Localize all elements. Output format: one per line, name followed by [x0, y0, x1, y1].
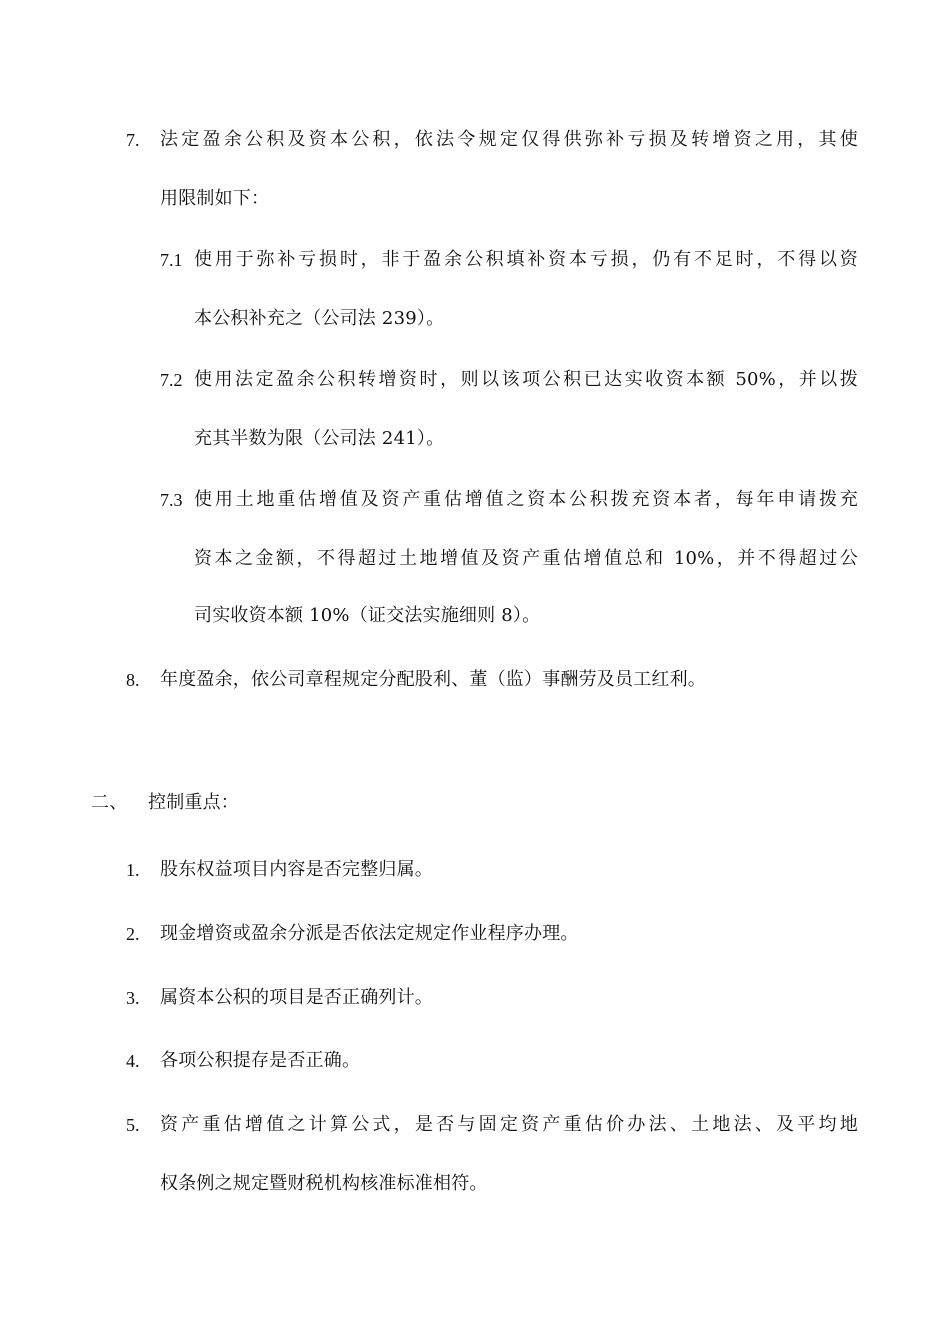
- subitem-number: 7.3: [160, 490, 183, 510]
- subitem-number: 7.1: [160, 250, 183, 270]
- item-text-line: 各项公积提存是否正确。: [160, 1050, 361, 1071]
- item-text-line: 资产重估增值之计算公式，是否与固定资产重估价办法、土地法、及平均地: [160, 1114, 858, 1135]
- subitem-text-line: 使用于弥补亏损时，非于盈余公积填补资本亏损，仍有不足时，不得以资: [194, 249, 858, 270]
- item-text-line: 属资本公积的项目是否正确列计。: [160, 987, 433, 1008]
- item-text-line: 法定盈余公积及资本公积，依法令规定仅得供弥补亏损及转增资之用，其使: [160, 129, 858, 150]
- item-number: 8.: [126, 670, 140, 690]
- subitem-text-line: 使用法定盈余公积转增资时，则以该项公积已达实收资本额 50%，并以拨: [194, 369, 858, 390]
- section-title: 控制重点：: [148, 792, 239, 813]
- subitem-text-line: 充其半数为限（公司法 241）。: [194, 428, 445, 449]
- item-number: 5.: [126, 1115, 140, 1135]
- item-number: 1.: [126, 860, 140, 880]
- subitem-text-line: 司实收资本额 10%（证交法实施细则 8）。: [194, 605, 541, 626]
- section-number: 二、: [91, 792, 128, 813]
- subitem-text-line: 使用土地重估增值及资产重估增值之资本公积拨充资本者，每年申请拨充: [194, 489, 858, 510]
- subitem-text-line: 资本之金额，不得超过土地增值及资产重估增值总和 10%，并不得超过公: [194, 548, 858, 569]
- item-text-line: 股东权益项目内容是否完整归属。: [160, 859, 433, 880]
- item-number: 3.: [126, 988, 140, 1008]
- item-number: 4.: [126, 1051, 140, 1071]
- subitem-number: 7.2: [160, 370, 183, 390]
- item-text-line: 现金增资或盈余分派是否依法定规定作业程序办理。: [160, 923, 579, 944]
- subitem-text-line: 本公积补充之（公司法 239）。: [194, 308, 445, 329]
- item-text-line: 年度盈余，依公司章程规定分配股利、董（监）事酬劳及员工红利。: [160, 669, 706, 690]
- item-number: 2.: [126, 924, 140, 944]
- item-text-line: 权条例之规定暨财税机构核准标准相符。: [160, 1173, 488, 1194]
- item-text-line: 用限制如下：: [160, 188, 270, 209]
- item-number: 7.: [126, 130, 140, 150]
